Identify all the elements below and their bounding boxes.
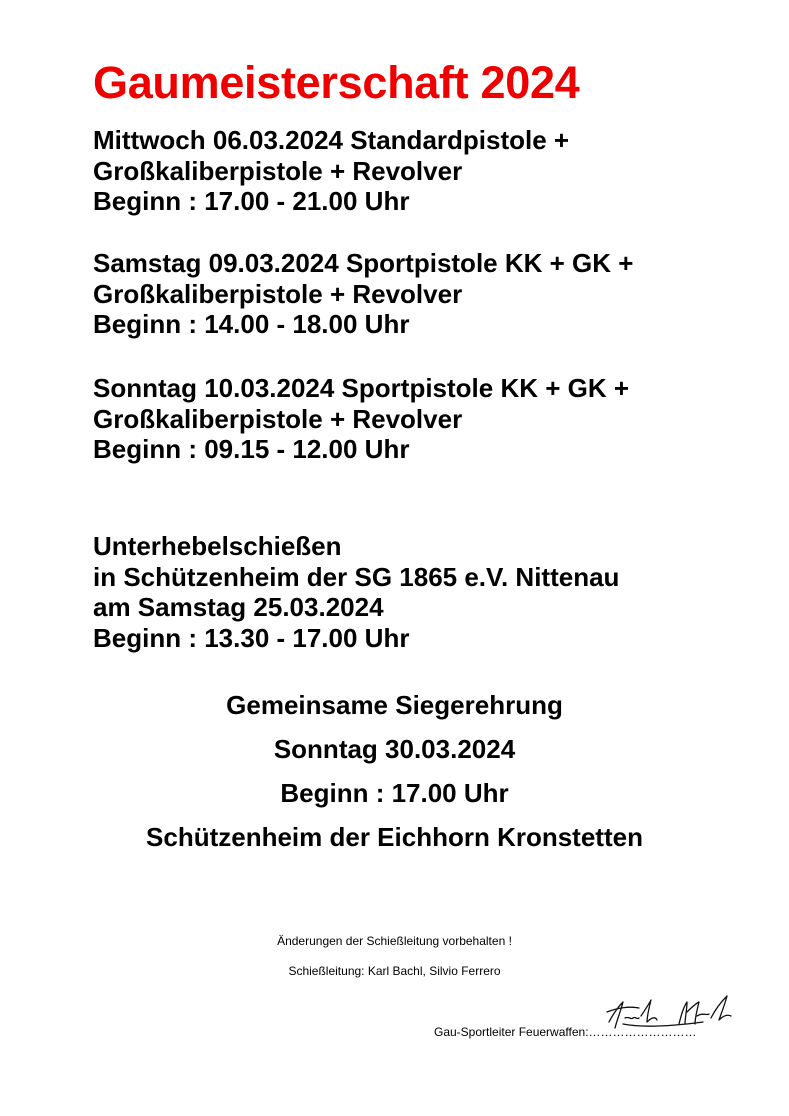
event-block-saturday bbox=[93, 248, 633, 340]
event-time-line: Beginn : 14.00 - 18.00 Uhr bbox=[93, 309, 410, 339]
signature-dots: ……………………… bbox=[588, 1025, 697, 1039]
event-date-line: Samstag 09.03.2024 Sportpistole KK + GK + bbox=[93, 248, 634, 278]
ceremony-time: Beginn : 17.00 Uhr bbox=[280, 778, 509, 808]
ceremony-date: Sonntag 30.03.2024 bbox=[273, 734, 516, 764]
event-date-line: Mittwoch 06.03.2024 Standardpistole + bbox=[93, 125, 570, 155]
event-time-line: Beginn : 09.15 - 12.00 Uhr bbox=[93, 434, 410, 464]
lever-action-location: in Schützenheim der SG 1865 e.V. Nittenau bbox=[93, 561, 620, 592]
event-time-line: Beginn : 17.00 - 21.00 Uhr bbox=[93, 186, 410, 216]
lever-action-time: Beginn : 13.30 - 17.00 Uhr bbox=[93, 622, 410, 653]
changes-note: Änderungen der Schießleitung vorbehalten ! bbox=[277, 934, 512, 948]
ceremony-block bbox=[0, 683, 789, 859]
signature-image bbox=[603, 994, 738, 1038]
ceremony-location: Schützenheim der Eichhorn Kronstetten bbox=[146, 822, 643, 852]
event-block-sunday bbox=[93, 373, 629, 465]
ceremony-title: Gemeinsame Siegerehrung bbox=[226, 690, 563, 720]
lever-action-date: am Samstag 25.03.2024 bbox=[93, 592, 384, 622]
event-discipline-line: Großkaliberpistole + Revolver bbox=[93, 155, 463, 186]
event-block-wednesday bbox=[93, 125, 569, 217]
page-title: Gaumeisterschaft 2024 bbox=[93, 57, 580, 108]
event-date-line: Sonntag 10.03.2024 Sportpistole KK + GK + bbox=[93, 373, 630, 403]
management-note: Schießleitung: Karl Bachl, Silvio Ferrero bbox=[288, 964, 501, 978]
signer-label: Gau-Sportleiter Feuerwaffen: bbox=[434, 1025, 589, 1039]
lever-action-block bbox=[93, 531, 619, 653]
lever-action-title: Unterhebelschießen bbox=[93, 531, 342, 561]
event-discipline-line: Großkaliberpistole + Revolver bbox=[93, 403, 463, 434]
event-discipline-line: Großkaliberpistole + Revolver bbox=[93, 278, 463, 309]
